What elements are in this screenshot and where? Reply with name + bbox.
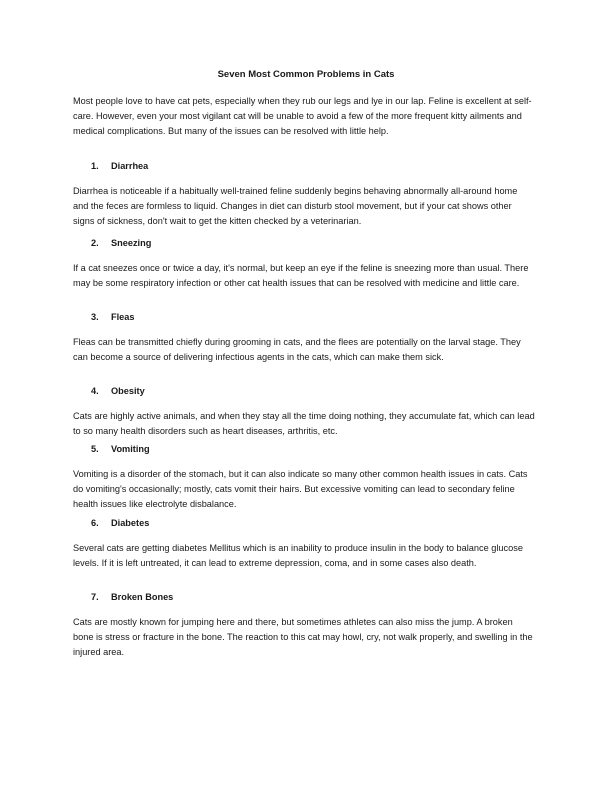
- section-number: 7.: [91, 592, 99, 602]
- section-number: 3.: [91, 312, 99, 322]
- section-number: 5.: [91, 444, 99, 454]
- section-heading: [91, 442, 535, 456]
- section-heading-text: Broken Bones: [111, 592, 174, 602]
- section-heading-text: Sneezing: [111, 238, 152, 248]
- section-heading-text: Vomiting: [111, 444, 150, 454]
- section-body: Cats are mostly known for jumping here and there, but sometimes athletes can also miss the jump. A broken bone is stress or fracture in the bone. The reaction to this cat may howl, cry, not walk properly, and swelling in the injured area.: [73, 617, 533, 657]
- intro-paragraph: Most people love to have cat pets, especially when they rub our legs and lye in our lap. Feline is excellent at self-care. However, even your most vigilant cat will be unable to avoid a few of the more frequent kitty ailments and medical complications. But many of the issues can be resolved with little help.: [73, 96, 532, 136]
- section-body: Cats are highly active animals, and when they stay all the time doing nothing, they accumulate fat, which can lead to so many health disorders such as heart diseases, arthritis, etc.: [73, 411, 535, 436]
- section-heading: [91, 236, 535, 250]
- section-heading-text: Diarrhea: [111, 161, 149, 171]
- section-diabetes: [73, 516, 535, 571]
- section-body: If a cat sneezes once or twice a day, it's normal, but keep an eye if the feline is sneezing more than usual. There may be some respiratory infection or other cat health issues that can be resolved with medicine and little care.: [73, 263, 529, 288]
- section-broken-bones: [73, 590, 535, 659]
- section-number: 4.: [91, 386, 99, 396]
- section-vomiting: [73, 442, 535, 511]
- section-heading-text: Diabetes: [111, 518, 150, 528]
- section-number: 1.: [91, 161, 99, 171]
- section-heading: [91, 310, 535, 324]
- section-number: 6.: [91, 518, 99, 528]
- section-number: 2.: [91, 238, 99, 248]
- section-sneezing: [73, 236, 535, 291]
- section-heading-text: Obesity: [111, 386, 145, 396]
- section-heading-text: Fleas: [111, 312, 135, 322]
- section-heading: [91, 384, 535, 398]
- section-body: Vomiting is a disorder of the stomach, but it can also indicate so many other common health issues in cats. Cats do vomiting's occasionally; mostly, cats vomit their hairs. But excessive vomiting can lead to secondary feline health issues like electrolyte disbalance.: [73, 469, 528, 509]
- section-heading: [91, 159, 535, 173]
- section-fleas: [73, 310, 535, 365]
- section-body: Diarrhea is noticeable if a habitually well-trained feline suddenly begins behaving abnormally all-around home and the feces are formless to liquid. Changes in diet can disturb stool movement, but if your cat shows other signs of sickness, don't wait to get the kitten checked by a veterinarian.: [73, 186, 518, 226]
- section-body: Fleas can be transmitted chiefly during grooming in cats, and the flees are potentially on the larval stage. They can become a source of delivering infectious agents in the cats, which can make them sick.: [73, 337, 521, 362]
- section-body: Several cats are getting diabetes Mellitus which is an inability to produce insulin in the body to balance glucose levels. If it is left untreated, it can lead to extreme depression, coma, and in some cases also death.: [73, 543, 523, 568]
- section-heading: [91, 590, 535, 604]
- section-diarrhea: [73, 159, 535, 228]
- section-obesity: [73, 384, 535, 439]
- section-heading: [91, 516, 535, 530]
- page-title: Seven Most Common Problems in Cats: [217, 69, 395, 80]
